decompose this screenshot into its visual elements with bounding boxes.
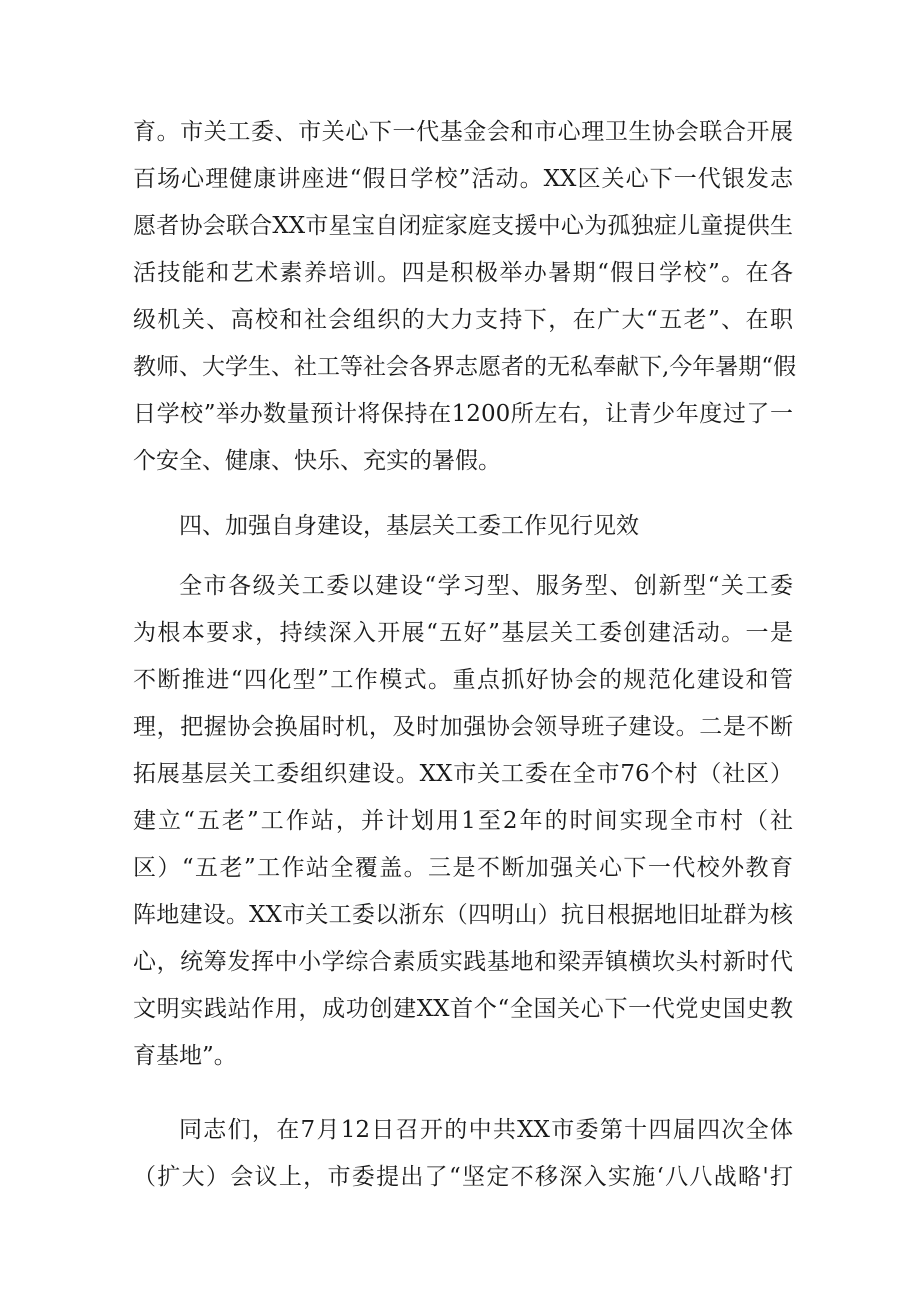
text-line: 理，把握协会换届时机，及时加强协会领导班子建设。二是不断 bbox=[133, 714, 793, 740]
text-line: 心，统筹发挥中小学综合素质实践基地和梁弄镇横坎头村新时代 bbox=[133, 949, 793, 975]
text-line: 愿者协会联合XX市星宝自闭症家庭支援中心为孤独症儿童提供生 bbox=[133, 213, 793, 239]
text-line: 个安全、健康、快乐、充实的暑假。 bbox=[133, 448, 501, 474]
text-line: 阵地建设。XX市关工委以浙东（四明山）抗日根据地旧址群为核 bbox=[133, 902, 793, 928]
text-line: 育基地”。 bbox=[133, 1043, 237, 1069]
text-line: 为根本要求，持续深入开展“五好”基层关工委创建活动。一是 bbox=[133, 620, 793, 646]
text-line: 育。市关工委、市关心下一代基金会和市心理卫生协会联合开展 bbox=[133, 119, 793, 145]
text-line: 教师、大学生、社工等社会各界志愿者的无私奉献下,今年暑期“假 bbox=[133, 354, 797, 380]
text-line: 日学校”举办数量预计将保持在1200所左右，让青少年度过了一 bbox=[133, 401, 793, 427]
text-line: 区）“五老”工作站全覆盖。三是不断加强关心下一代校外教育 bbox=[133, 855, 793, 881]
text-line: 级机关、高校和社会组织的大力支持下，在广大“五老”、在职 bbox=[133, 307, 793, 333]
text-line: 拓展基层关工委组织建设。XX市关工委在全市76个村（社区） bbox=[133, 761, 793, 787]
text-line: 同志们，在7月12日召开的中共XX市委第十四届四次全体 bbox=[179, 1117, 793, 1143]
section-heading: 四、加强自身建设，基层关工委工作见行见效 bbox=[179, 513, 639, 539]
text-line: 百场心理健康讲座进“假日学校”活动。XX区关心下一代银发志 bbox=[133, 166, 793, 192]
text-line: 全市各级关工委以建设“学习型、服务型、创新型“关工委 bbox=[179, 573, 793, 599]
text-line: 文明实践站作用，成功创建XX首个“全国关心下一代党史国史教 bbox=[133, 996, 793, 1022]
text-line: 建立“五老”工作站，并计划用1至2年的时间实现全市村（社 bbox=[133, 808, 793, 834]
text-line: 活技能和艺术素养培训。四是积极举办暑期“假日学校”。在各 bbox=[133, 260, 793, 286]
text-line: 不断推进“四化型”工作模式。重点抓好协会的规范化建设和管 bbox=[133, 667, 793, 693]
text-line: （扩大）会议上，市委提出了“坚定不移深入实施‘八八战略'打 bbox=[133, 1164, 793, 1190]
